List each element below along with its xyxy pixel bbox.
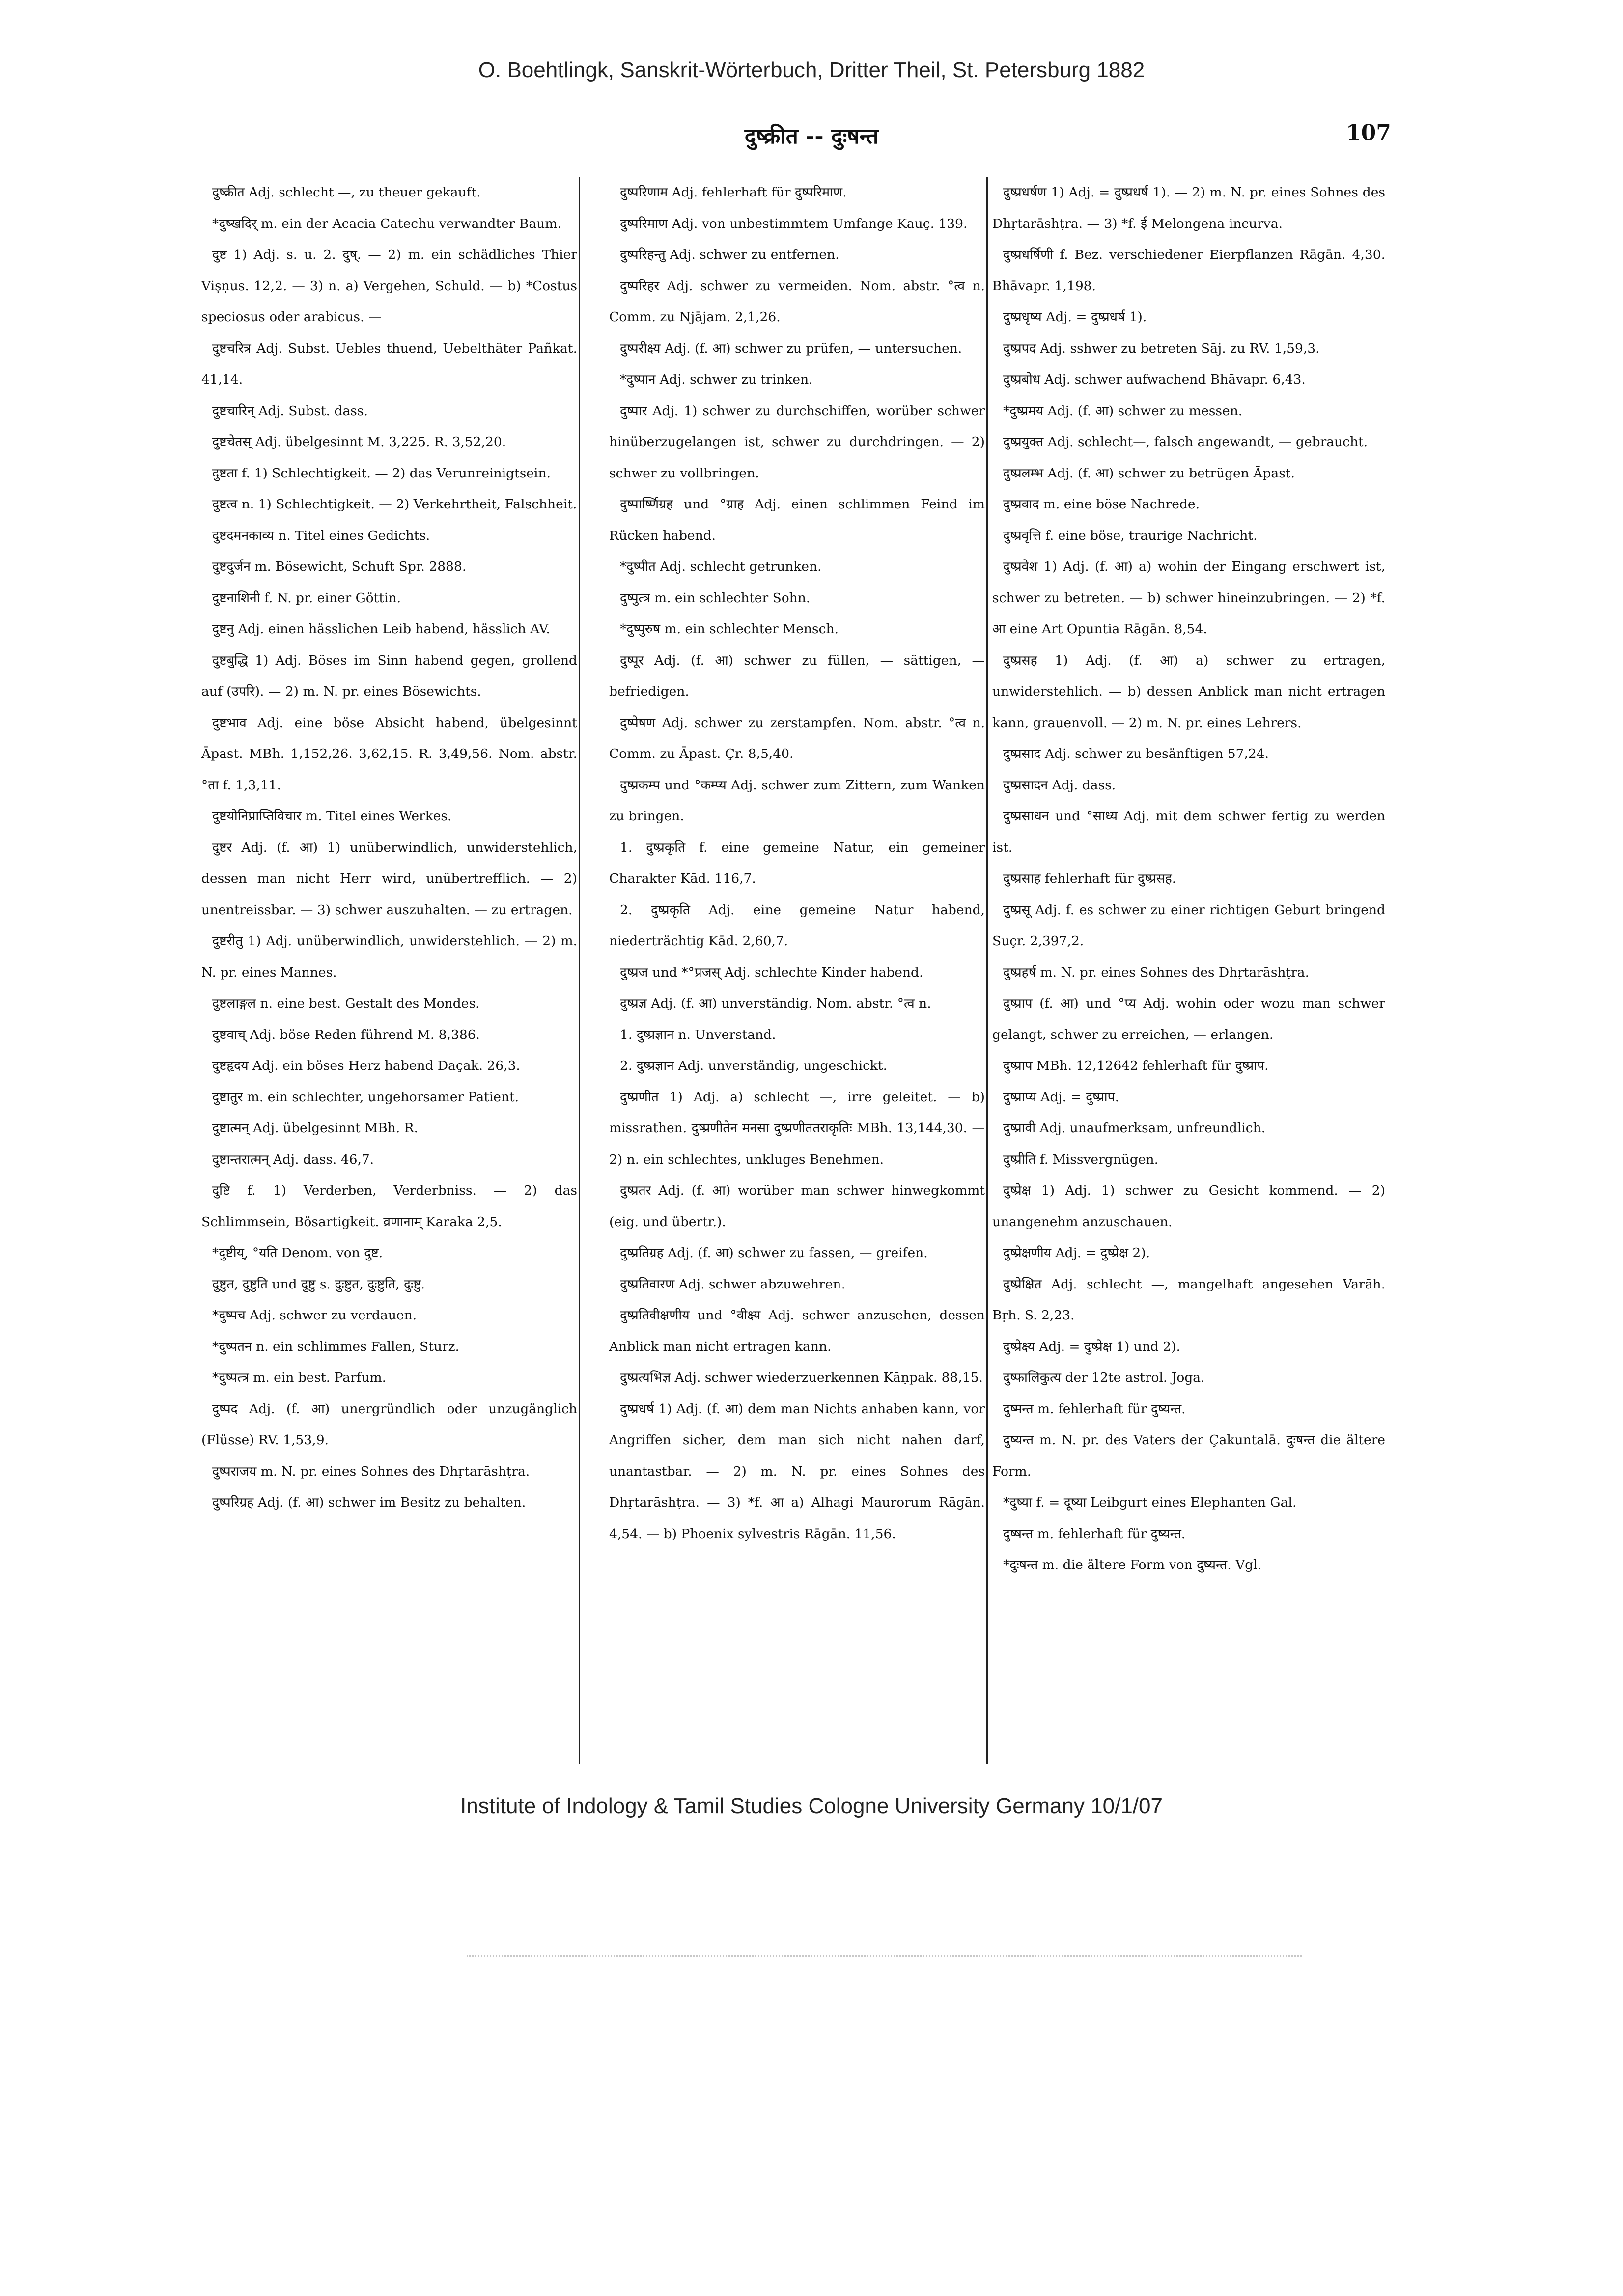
header-note: O. Boehtlingk, Sanskrit-Wörterbuch, Dritter Theil, St. Petersburg 1882 bbox=[478, 58, 1145, 82]
dictionary-entry: दुष्परीक्ष्य Adj. (f. आ) schwer zu prüfen, — untersuchen. bbox=[620, 340, 962, 356]
dictionary-entry: दुष्प्रधर्षण 1) Adj. = दुष्प्रधर्ष 1). — 2) m. N. pr. eines Sohnes des Dhṛtarāshṭra. — 3) *f. ई Melongena incurva. bbox=[992, 185, 1385, 231]
dictionary-entry: *दुष्पत्त्र m. ein best. Parfum. bbox=[212, 1370, 387, 1385]
footer-note: Institute of Indology & Tamil Studies Cologne University Germany 10/1/07 bbox=[460, 1794, 1163, 1818]
dictionary-entry: दुष्ट 1) Adj. s. u. 2. दुष्. — 2) m. ein schädliches Thier Viṣṇus. 12,2. — 3) n. a) Vergehen, Schuld. — b) *Costus speciosus oder arabicus. — bbox=[201, 247, 577, 325]
dictionary-entry: *दुष्पुरुष m. ein schlechter Mensch. bbox=[620, 621, 839, 637]
dictionary-entry: दुष्टर Adj. (f. आ) 1) unüberwindlich, unwiderstehlich, dessen man nicht Herr wird, unübertrefflich. — 2) unentreissbar. — 3) schwer auszuhalten. — zu ertragen. bbox=[201, 840, 577, 918]
dictionary-entry: *दुष्या f. = दूष्या Leibgurt eines Elephanten Gal. bbox=[1003, 1495, 1297, 1510]
dictionary-entry: दुष्टता f. 1) Schlechtigkeit. — 2) das Verunreinigtsein. bbox=[212, 465, 551, 481]
dictionary-entry: दुष्टातुर m. ein schlechter, ungehorsamer Patient. bbox=[212, 1089, 519, 1105]
dictionary-entry: *दुःषन्त m. die ältere Form von दुष्यन्त. Vgl. bbox=[1003, 1557, 1262, 1572]
dictionary-entry: दुष्प्रसाह fehlerhaft für दुष्प्रसह. bbox=[1003, 871, 1176, 886]
dictionary-entry: दुष्प्रसाद Adj. schwer zu besänftigen 57,24. bbox=[1003, 746, 1269, 761]
dictionary-entry: दुष्प्रसाधन und °साध्य Adj. mit dem schwer fertig zu werden ist. bbox=[992, 809, 1385, 855]
dictionary-entry: दुष्क्रीत Adj. schlecht —, zu theuer gekauft. bbox=[212, 185, 481, 200]
dictionary-entry: दुष्प्रज्ञ Adj. (f. आ) unverständig. Nom. abstr. °त्व n. bbox=[620, 996, 931, 1011]
dictionary-entry: दुष्पेषण Adj. schwer zu zerstampfen. Nom. abstr. °त्व n. Comm. zu Āpast. Çr. 8,5,40. bbox=[609, 715, 985, 761]
dictionary-entry: दुष्प्रत्यभिज्ञ Adj. schwer wiederzuerkennen Kāṇpak. 88,15. bbox=[620, 1370, 983, 1385]
dictionary-entry: *दुष्टीय्, °यति Denom. von दुष्ट. bbox=[212, 1245, 383, 1260]
column-divider bbox=[986, 177, 988, 1764]
dictionary-entry: 1. दुष्प्रज्ञान n. Unverstand. bbox=[620, 1027, 776, 1042]
dictionary-entry: दुष्पार्ष्णिग्रह und °ग्राह Adj. einen schlimmen Feind im Rücken habend. bbox=[609, 497, 985, 543]
dictionary-entry: दुष्प्रीति f. Missvergnügen. bbox=[1003, 1151, 1159, 1167]
dictionary-entry: दुष्प्रसू Adj. f. es schwer zu einer richtigen Geburt bringend Suçr. 2,397,2. bbox=[992, 902, 1385, 949]
dictionary-entry: दुष्प्रसादन Adj. dass. bbox=[1003, 777, 1116, 793]
dictionary-column-1 bbox=[201, 177, 577, 1764]
dictionary-entry: दुष्टान्तरात्मन् Adj. dass. 46,7. bbox=[212, 1151, 374, 1167]
dictionary-entry: दुष्टचरित्र Adj. Subst. Uebles thuend, Uebelthäter Pañkat. 41,14. bbox=[201, 340, 577, 387]
dictionary-entry: दुष्टरीतु 1) Adj. unüberwindlich, unwiderstehlich. — 2) m. N. pr. eines Mannes. bbox=[201, 933, 577, 980]
dictionary-entry: दुष्प्राप्य Adj. = दुष्प्राप. bbox=[1003, 1089, 1119, 1105]
dictionary-entry: दुष्परिहन्तु Adj. schwer zu entfernen. bbox=[620, 247, 839, 262]
dictionary-entry: दुष्टभाव Adj. eine böse Absicht habend, übelgesinnt Āpast. MBh. 1,152,26. 3,62,15. R. 3,49,56. Nom. abstr. °ता f. 1,3,11. bbox=[201, 715, 577, 793]
dictionary-entry: दुष्प्रेक्षणीय Adj. = दुष्प्रेक्ष 2). bbox=[1003, 1245, 1150, 1260]
scan-specks bbox=[467, 1955, 1302, 1966]
dictionary-entry: दुष्प्रयुक्त Adj. schlecht—, falsch angewandt, — gebraucht. bbox=[1003, 434, 1368, 449]
dictionary-entry: दुष्प्रधर्ष 1) Adj. (f. आ) dem man Nichts anhaben kann, vor Angriffen sicher, dem man sich nicht nahen darf, unantastbar. — 2) m. N. pr. eines Sohnes des Dhṛtarāshṭra. — 3) *f. आ a) Alhagi Maurorum Rāgān. 4,54. — b) Phoenix sylvestris Rāgān. 11,56. bbox=[609, 1401, 985, 1541]
dictionary-column-2 bbox=[609, 177, 985, 1764]
dictionary-entry: दुष्टदमनकाव्य n. Titel eines Gedichts. bbox=[212, 528, 430, 543]
dictionary-entry: दुष्प्रसह 1) Adj. (f. आ) a) schwer zu ertragen, unwiderstehlich. — b) dessen Anblick man nicht ertragen kann, grauenvoll. — 2) m. N. pr. eines Lehrers. bbox=[992, 652, 1385, 730]
dictionary-entry: 2. दुष्प्रकृति Adj. eine gemeine Natur habend, niederträchtig Kād. 2,60,7. bbox=[609, 902, 985, 949]
dictionary-entry: दुष्टलाङ्गल n. eine best. Gestalt des Mondes. bbox=[212, 996, 480, 1011]
dictionary-entry: दुष्परिणाम Adj. fehlerhaft für दुष्परिमाण. bbox=[620, 185, 847, 200]
dictionary-entry: दुष्प्रेक्षित Adj. schlecht —, mangelhaft angesehen Varāh. Bṛh. S. 2,23. bbox=[992, 1276, 1385, 1323]
dictionary-entry: दुष्पुत्त्र m. ein schlechter Sohn. bbox=[620, 590, 811, 606]
dictionary-entry: *दुष्पतन n. ein schlimmes Fallen, Sturz. bbox=[212, 1339, 459, 1354]
dictionary-entry: दुष्टचेतस् Adj. übelgesinnt M. 3,225. R. 3,52,20. bbox=[212, 434, 506, 449]
dictionary-entry: दुष्मन्त m. fehlerhaft für दुष्यन्त. bbox=[1003, 1401, 1186, 1417]
dictionary-entry: दुष्प्रेक्ष्य Adj. = दुष्प्रेक्ष 1) und 2). bbox=[1003, 1339, 1180, 1354]
dictionary-entry: दुष्प्रबोध Adj. schwer aufwachend Bhāvapr. 6,43. bbox=[1003, 372, 1306, 387]
dictionary-entry: दुष्टचारिन् Adj. Subst. dass. bbox=[212, 403, 368, 419]
dictionary-entry: दुष्प्राप (f. आ) und °प्य Adj. wohin oder wozu man schwer gelangt, schwer zu erreichen, — erlangen. bbox=[992, 996, 1385, 1042]
dictionary-entry: दुष्टि f. 1) Verderben, Verderbniss. — 2) das Schlimmsein, Bösartigkeit. व्रणानाम् Karaka 2,5. bbox=[201, 1183, 577, 1230]
dictionary-entry: दुष्प्रतिग्रह Adj. (f. आ) schwer zu fassen, — greifen. bbox=[620, 1245, 928, 1260]
dictionary-entry: दुष्टुत, दुष्टुति und दुष्टु s. दुःष्टुत, दुःष्टुति, दुःष्टु. bbox=[212, 1276, 425, 1292]
dictionary-entry: दुष्पराजय m. N. pr. eines Sohnes des Dhṛtarāshṭra. bbox=[212, 1463, 530, 1479]
dictionary-entry: दुष्प्रतिवीक्षणीय und °वीक्ष्य Adj. schwer anzusehen, dessen Anblick man nicht ertragen kann. bbox=[609, 1308, 985, 1354]
dictionary-entry: दुष्प्रकम्प und °कम्प्य Adj. schwer zum Zittern, zum Wanken zu bringen. bbox=[609, 777, 985, 824]
dictionary-entry: दुष्टनाशिनी f. N. pr. einer Göttin. bbox=[212, 590, 401, 606]
running-head: दुष्क्रीत -- दुःषन्त bbox=[744, 124, 879, 149]
dictionary-entry: दुष्टबुद्धि 1) Adj. Böses im Sinn habend gegen, grollend auf (उपरि). — 2) m. N. pr. eines Bösewichts. bbox=[201, 652, 577, 699]
dictionary-entry: *दुष्खदिर् m. ein der Acacia Catechu verwandter Baum. bbox=[212, 216, 561, 231]
dictionary-entry: दुष्टवाच् Adj. böse Reden führend M. 8,386. bbox=[212, 1027, 480, 1042]
dictionary-entry: दुष्परिमाण Adj. von unbestimmtem Umfange Kauç. 139. bbox=[620, 216, 968, 231]
dictionary-entry: दुष्प्रधर्षिणी f. Bez. verschiedener Eierpflanzen Rāgān. 4,30. Bhāvapr. 1,198. bbox=[992, 247, 1385, 294]
dictionary-entry: दुष्प्रज und *°प्रजस् Adj. schlechte Kinder habend. bbox=[620, 964, 923, 980]
dictionary-entry: दुष्प्रवेश 1) Adj. (f. आ) a) wohin der Eingang erschwert ist, schwer zu betreten. — b) schwer hineinzubringen. — 2) *f. आ eine Art Opuntia Rāgān. 8,54. bbox=[992, 559, 1385, 637]
dictionary-entry: दुष्पूर Adj. (f. आ) schwer zu füllen, — sättigen, — befriedigen. bbox=[609, 652, 985, 699]
dictionary-entry: दुष्पद Adj. (f. आ) unergründlich oder unzugänglich (Flüsse) RV. 1,53,9. bbox=[201, 1401, 577, 1448]
dictionary-entry: दुष्पार Adj. 1) schwer zu durchschiffen, worüber schwer hinüberzugelangen ist, schwer zu durchdringen. — 2) schwer zu vollbringen. bbox=[609, 403, 985, 481]
dictionary-entry: दुष्प्रतिवारण Adj. schwer abzuwehren. bbox=[620, 1276, 845, 1292]
dictionary-entry: दुष्टदुर्जन m. Bösewicht, Schuft Spr. 2888. bbox=[212, 559, 467, 574]
dictionary-entry: *दुष्पच Adj. schwer zu verdauen. bbox=[212, 1308, 417, 1323]
dictionary-entry: दुष्प्रहर्ष m. N. pr. eines Sohnes des Dhṛtarāshṭra. bbox=[1003, 964, 1310, 980]
dictionary-entry: 1. दुष्प्रकृति f. eine gemeine Natur, ein gemeiner Charakter Kād. 116,7. bbox=[609, 840, 985, 886]
dictionary-entry: दुष्प्रलम्भ Adj. (f. आ) schwer zu betrügen Āpast. bbox=[1003, 465, 1295, 481]
column-divider bbox=[579, 177, 580, 1764]
dictionary-entry: दुष्प्रधृष्य Adj. = दुष्प्रधर्ष 1). bbox=[1003, 309, 1147, 325]
dictionary-entry: दुष्परिहर Adj. schwer zu vermeiden. Nom. abstr. °त्व n. Comm. zu Njājam. 2,1,26. bbox=[609, 278, 985, 325]
dictionary-entry: दुष्परिग्रह Adj. (f. आ) schwer im Besitz zu behalten. bbox=[212, 1495, 526, 1510]
dictionary-entry: *दुष्पान Adj. schwer zu trinken. bbox=[620, 372, 813, 387]
dictionary-entry: दुष्प्रेक्ष 1) Adj. 1) schwer zu Gesicht kommend. — 2) unangenehm anzuschauen. bbox=[992, 1183, 1385, 1230]
dictionary-entry: दुष्यन्त m. N. pr. des Vaters der Çakuntalā. दुःषन्त die ältere Form. bbox=[992, 1432, 1385, 1479]
dictionary-entry: दुष्प्रणीत 1) Adj. a) schlecht —, irre geleitet. — b) missrathen. दुष्प्रणीतेन मनसा दुष्प्रणीततराकृतिः MBh. 13,144,30. — 2) n. ein schlechtes, unkluges Benehmen. bbox=[609, 1089, 985, 1167]
dictionary-entry: दुष्टात्मन् Adj. übelgesinnt MBh. R. bbox=[212, 1120, 419, 1136]
dictionary-entry: दुष्प्राप MBh. 12,12642 fehlerhaft für दुष्प्राप. bbox=[1003, 1058, 1269, 1073]
dictionary-entry: 2. दुष्प्रज्ञान Adj. unverständig, ungeschickt. bbox=[620, 1058, 888, 1073]
dictionary-entry: *दुष्प्रमय Adj. (f. आ) schwer zu messen. bbox=[1003, 403, 1243, 419]
dictionary-entry: दुष्टयोनिप्राप्तिविचार m. Titel eines Werkes. bbox=[212, 809, 452, 824]
page-number: 107 bbox=[1346, 120, 1391, 145]
dictionary-column-3 bbox=[992, 177, 1385, 1764]
dictionary-entry: *दुष्पीत Adj. schlecht getrunken. bbox=[620, 559, 822, 574]
dictionary-entry: दुष्फालिकुत्य der 12te astrol. Joga. bbox=[1003, 1370, 1205, 1385]
dictionary-entry: दुष्टत्व n. 1) Schlechtigkeit. — 2) Verkehrtheit, Falschheit. bbox=[212, 497, 577, 512]
dictionary-entry: दुष्प्रतर Adj. (f. आ) worüber man schwer hinwegkommt (eig. und übertr.). bbox=[609, 1183, 985, 1230]
dictionary-entry: दुष्टनु Adj. einen hässlichen Leib habend, hässlich AV. bbox=[212, 621, 550, 637]
dictionary-entry: दुष्प्रपद Adj. sshwer zu betreten Sāj. zu RV. 1,59,3. bbox=[1003, 340, 1320, 356]
dictionary-entry: दुष्षन्त m. fehlerhaft für दुष्यन्त. bbox=[1003, 1526, 1186, 1541]
dictionary-entry: दुष्प्रावी Adj. unaufmerksam, unfreundlich. bbox=[1003, 1120, 1266, 1136]
dictionary-entry: दुष्टहृदय Adj. ein böses Herz habend Daçak. 26,3. bbox=[212, 1058, 520, 1073]
dictionary-entry: दुष्प्रवाद m. eine böse Nachrede. bbox=[1003, 497, 1200, 512]
dictionary-entry: दुष्प्रवृत्ति f. eine böse, traurige Nachricht. bbox=[1003, 528, 1258, 543]
